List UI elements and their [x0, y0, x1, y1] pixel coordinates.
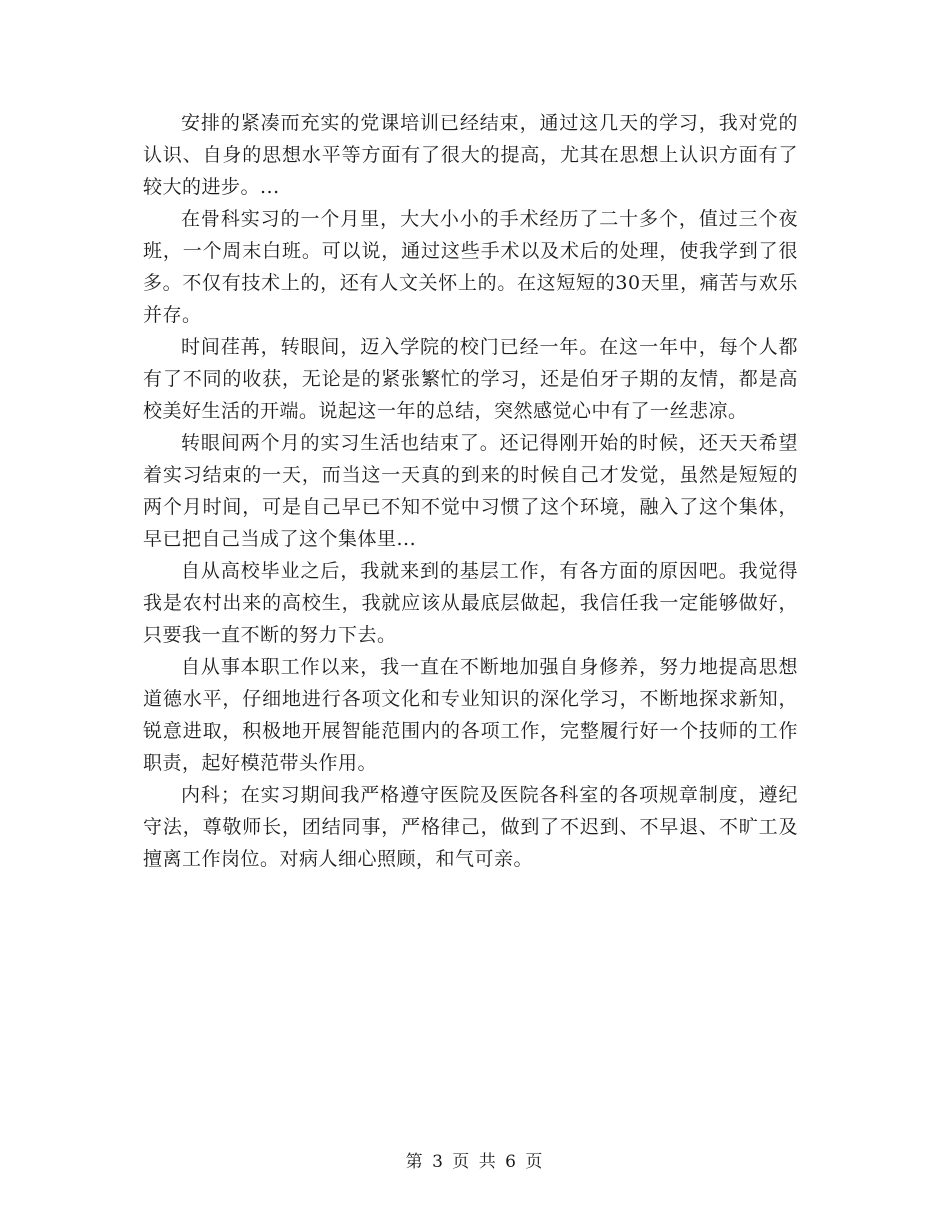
- paragraph-7: 内科；在实习期间我严格遵守医院及医院各科室的各项规章制度，遵纪守法，尊敬师长，团结同事，严格律己，做到了不迟到、不早退、不旷工及擅离工作岗位。对病人细心照顾，和气可亲。: [143, 784, 798, 870]
- page-number-footer: 第 3 页 共 6 页: [405, 1152, 545, 1172]
- paragraph-5: 自从高校毕业之后，我就来到的基层工作，有各方面的原因吧。我觉得我是农村出来的高校生，我就应该从最底层做起，我信任我一定能够做好，只要我一直不断的努力下去。: [143, 560, 798, 646]
- paragraph-1: 安排的紧凑而充实的党课培训已经结束，通过这几天的学习，我对党的认识、自身的思想水平等方面有了很大的提高，尤其在思想上认识方面有了较大的进步。...: [143, 112, 798, 198]
- paragraph-2: 在骨科实习的一个月里，大大小小的手术经历了二十多个，值过三个夜班，一个周末白班。可以说，通过这些手术以及术后的处理，使我学到了很多。不仅有技术上的，还有人文关怀上的。在这短短的30天里，痛苦与欢乐并存。: [143, 208, 798, 326]
- paragraph-6: 自从事本职工作以来，我一直在不断地加强自身修养，努力地提高思想道德水平，仔细地进行各项文化和专业知识的深化学习，不断地探求新知，锐意进取，积极地开展智能范围内的各项工作，完整履行好一个技师的工作职责，起好模范带头作用。: [143, 656, 798, 774]
- paragraph-4: 转眼间两个月的实习生活也结束了。还记得刚开始的时候，还天天希望着实习结束的一天，而当这一天真的到来的时候自己才发觉，虽然是短短的两个月时间，可是自己早已不知不觉中习惯了这个环境，融入了这个集体，早已把自己当成了这个集体里...: [143, 432, 798, 550]
- paragraph-3: 时间荏苒，转眼间，迈入学院的校门已经一年。在这一年中，每个人都有了不同的收获，无论是的紧张繁忙的学习，还是伯牙子期的友情，都是高校美好生活的开端。说起这一年的总结，突然感觉心中有了一丝悲凉。: [143, 336, 798, 422]
- document-body: [143, 107, 798, 875]
